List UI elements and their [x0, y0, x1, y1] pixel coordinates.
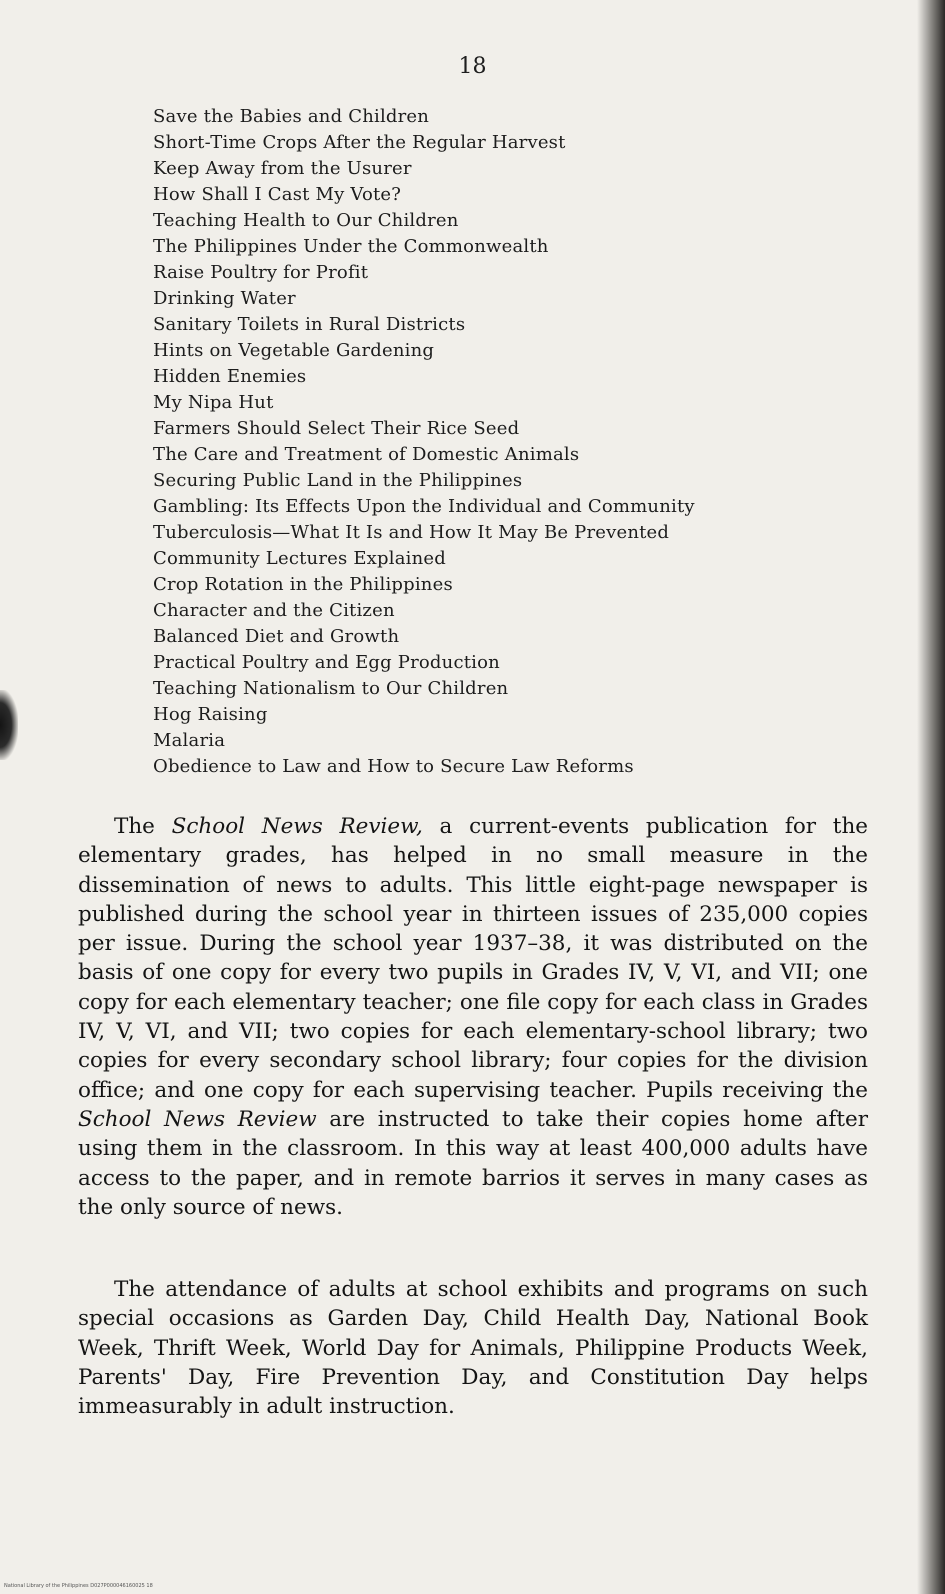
topic-item: Character and the Citizen — [153, 600, 395, 621]
paragraph-attendance: The attendance of adults at school exhibits and programs on such special occasions as Garden Day, Child Health Day, National Book Week, Thrift Week, World Day for Animals, Philippine Products Week, Parents' Day, Fire Prevention Day, and Constitution Day helps immeasurably in adult instruction. — [78, 1277, 868, 1420]
footer-caption: National Library of the Philippines D027P000046160025 18 — [4, 1583, 153, 1589]
publication-title: School News Review, — [171, 814, 423, 839]
topic-item: Crop Rotation in the Philippines — [153, 574, 453, 595]
topic-item: The Care and Treatment of Domestic Animals — [153, 444, 580, 465]
topic-item: Keep Away from the Usurer — [153, 158, 412, 179]
topic-item: My Nipa Hut — [153, 392, 274, 413]
topic-item: The Philippines Under the Commonwealth — [153, 236, 549, 257]
topic-item: Tuberculosis—What It Is and How It May Be Prevented — [153, 522, 670, 543]
paragraph-text: a current-events publication for the elementary grades, has helped in no small measure in the dissemination of news to adults. This little eight-page newspaper is published during the school year in thirteen issues of 235,000 copies per issue. During the school year 1937–38, it was distributed on the basis of one copy for every two pupils in Grades IV, V, VI, and VII; one copy for each elementary teacher; one file copy for each class in Grades IV, V, VI, and VII; two copies for each elementary-school library; two copies for every secondary school library; four copies for the division office; and one copy for each supervising teacher. Pupils receiving the — [78, 814, 869, 1103]
topic-item: Sanitary Toilets in Rural Districts — [153, 314, 466, 335]
topic-item: Drinking Water — [153, 288, 296, 309]
paragraph-text: are instructed to take their copies home after using them in the classroom. In this way at least 400,000 adults have access to the paper, and in remote barrios it serves in many cases as the only source of news. — [78, 1106, 868, 1220]
topic-item: Gambling: Its Effects Upon the Individual and Community — [153, 496, 695, 517]
topic-item: Community Lectures Explained — [153, 548, 446, 569]
topic-item: How Shall I Cast My Vote? — [153, 184, 402, 205]
topic-item: Teaching Nationalism to Our Children — [153, 678, 509, 699]
topic-item: Hidden Enemies — [153, 366, 307, 387]
page-number: 18 — [458, 54, 487, 79]
paragraph-text: The — [114, 814, 172, 839]
topics-list — [153, 104, 695, 780]
topic-item: Balanced Diet and Growth — [153, 626, 400, 647]
topic-item: Obedience to Law and How to Secure Law Reforms — [153, 756, 634, 777]
topic-item: Teaching Health to Our Children — [153, 210, 459, 231]
topic-item: Practical Poultry and Egg Production — [153, 652, 500, 673]
topic-item: Hints on Vegetable Gardening — [153, 340, 435, 361]
topic-item: Save the Babies and Children — [153, 106, 430, 127]
topic-item: Short-Time Crops After the Regular Harvest — [153, 132, 566, 153]
topic-item: Securing Public Land in the Philippines — [153, 470, 523, 491]
topic-item: Raise Poultry for Profit — [153, 262, 369, 283]
publication-title: School News Review — [78, 1106, 317, 1132]
topic-item: Malaria — [153, 730, 226, 751]
topic-item: Farmers Should Select Their Rice Seed — [153, 418, 520, 439]
paragraph-school-news-review — [78, 812, 868, 1222]
page-edge-shadow — [917, 0, 945, 1594]
binding-mark — [0, 690, 18, 760]
topic-item: Hog Raising — [153, 704, 268, 725]
